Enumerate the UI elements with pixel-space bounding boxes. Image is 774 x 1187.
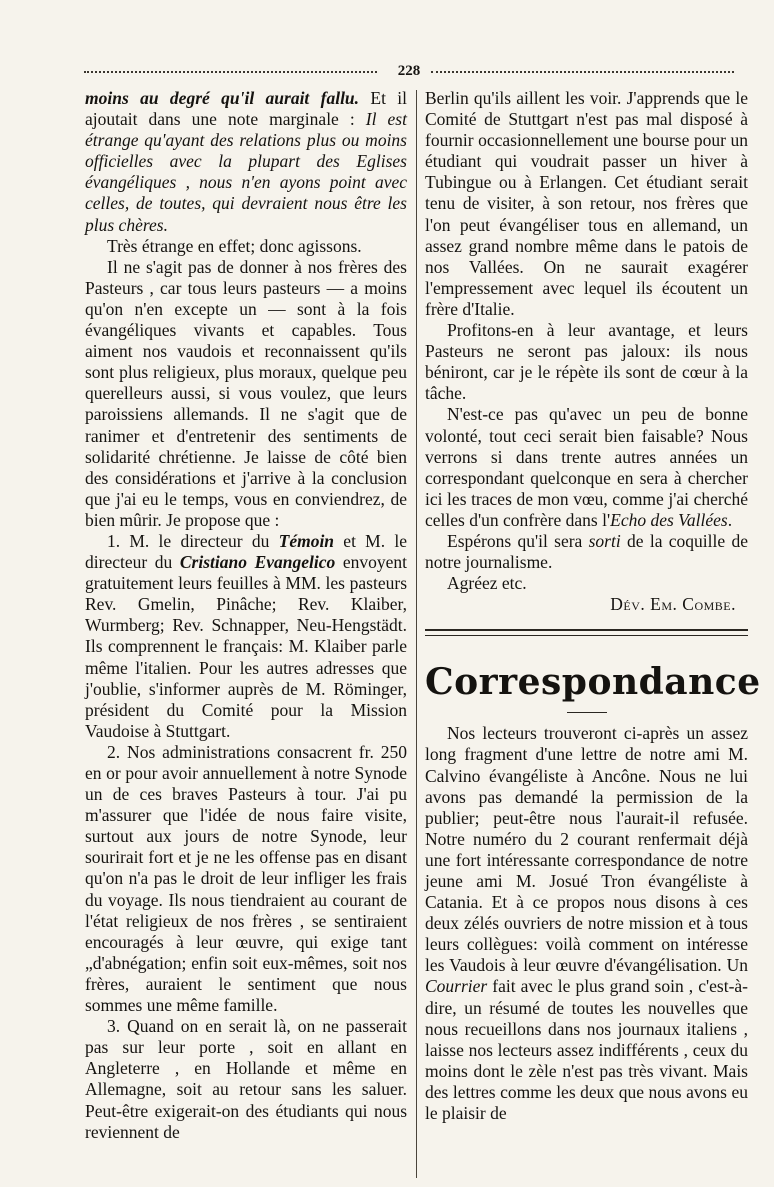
paragraph [85,236,407,257]
column-divider [416,90,417,1178]
signature: Dév. Em. Combe. [610,594,736,615]
text-run: de la coquille de notre journalisme. [425,530,748,573]
paragraph [425,531,748,573]
left-column [85,88,407,1143]
page-number: 228 [397,63,421,79]
text-run: Il ne s'agit pas de donner à nos frères des Pasteurs , car tous leurs pasteurs — a moins qu'on n'en excepte un — sont à la fois évangéliques vivants et capables. Tous aiment nos vaudois et reconnaissent qu'ils sont plus religieux, plus moraux, quelque peu querelleurs aussi, si vous voulez, que leurs paroissiens allemands. Il ne s'agit que de ranimer et d'entretenir des sentiments de solidarité chrétienne. Je laisse de côté bien des considérations et j'arrive à la conclusion que j'ai eu le temps, vous en conviendrez, de bien mûrir. Je propose que : [85,256,407,530]
paragraph [85,1016,407,1143]
text-run: Cristiano Evangelico [179,552,336,573]
text-run: fait avec le plus grand soin , c'est-à-dire, un résumé de toutes les nouvelles que nous recueillons dans nos journaux italiens , laisse nos lecteurs assez indifférents , ceux du moins dont le zèle n'est pas très vivant. Mais des lettres comme les deux que nous avons eu le plaisir de [425,976,748,1124]
paragraph [425,404,748,531]
right-column [425,88,761,1124]
text-run: Nos lecteurs trouveront ci-après un assez long fragment d'une lettre de notre ami M. Calvino évangéliste à Ancône. Nous ne lui avons pas demandé la permission de la publier; peut-être nous l'aurait-il refusée. Notre numéro du 2 courant renfermait déjà une fort intéressante correspondance de notre jeune ami M. Josué Tron évangéliste à Catania. Et à ce propos nous disons à ces deux zélés ouvriers de notre mission et à tous leurs collègues: voilà comment on intéresse les Vaudois à leur œuvre d'évangélisation. Un [425,723,748,976]
text-run: 2. Nos administrations consacrent fr. 250 en or pour avoir annuellement à notre Synode un de ces braves Pasteurs à tour. J'ai pu m'assurer que l'idée de nous faire visite, surtout aux jours de notre Synode, leur sourirait fort et je ne les offense pas en disant qu'on n'a pas le droit de leur infliger les frais du voyage. Ils nous tiendraient au courant de l'état religieux de nos frères , se sentiraient encouragés à leur œuvre, qui exige tant „d'abnégation; enfin soit eux-mêmes, soit nos frères, auraient le sentiment que nous sommes une même famille. [85,741,407,1016]
paragraph [425,88,748,320]
section-title: Correspondance [425,661,761,704]
section-separator [425,629,748,636]
text-run: Il est étrange qu'ayant des relations plus ou moins officielles avec la plupart des Eglises évangéliques , nous n'en ayons point avec celles, de toutes, qui devraient nous être les plus chères. [85,109,407,235]
text-run: Profitons-en à leur avantage, et leurs Pasteurs ne seront pas jaloux: ils nous béniront, car je le répète ils sont de cœur à la tâche. [425,320,748,404]
text-run: . [727,509,733,530]
text-run: Berlin qu'ils aillent les voir. J'apprends que le Comité de Stuttgart n'est pas mal disposé à fournir occasionnellement une bourse pour un étudiant qui voudrait passer un hiver à Tubingue ou à Erlangen. Cet étudiant serait tenu de visiter, à son retour, nos frères que l'on peut évangéliser tous en allemand, un assez grand nombre même dans le patois de nos Vallées. On ne saurait exagérer l'empressement avec lequel ils écoutent un frère d'Italie. [425,88,748,319]
header-rule-right [431,71,734,73]
title-underline [567,712,607,713]
text-run: Espérons qu'il sera [447,530,589,551]
text-run: moins au degré qu'il aurait fallu. [85,88,360,108]
paragraph [85,531,407,742]
paragraph [85,88,407,236]
text-run: Témoin [278,530,335,551]
page-header [84,62,734,80]
text-run: et M. le directeur du [85,530,407,573]
letter-continuation [425,88,748,594]
text-run: Echo des Vallées [610,509,728,530]
text-run: envoyent gratuitement leurs feuilles à MM. les pasteurs Rev. Gmelin, Pinâche; Rev. Klaiber, Wurmberg; Rev. Schnapper, Neu-Hengstädt. Ils comprennent le français: M. Klaiber parle même l'italien. Pour les autres adresses que j'oublie, s'informer auprès de M. Röminger, président du Comité pour la Mission Vaudoise à Stuttgart. [85,552,408,741]
paragraph [425,723,748,1124]
text-run: Courrier [425,976,488,997]
text-run: 1. M. le directeur du [107,530,279,551]
text-run: 3. Quand on en serait là, on ne passerait pas sur leur porte , soit en allant en Angleterre , en Hollande et même en Allemagne, soit au retour sans les saluer. Peut-être exigerait-on des étudiants qui nous reviennent de [85,1016,407,1142]
paragraph [425,320,748,404]
text-run: Très étrange en effet; donc agissons. [107,235,362,256]
paragraph [85,257,407,531]
text-run: sorti [588,530,621,551]
text-run: Et il ajoutait dans une note marginale : [85,88,408,130]
paragraph [425,573,748,594]
paragraph [85,742,407,1016]
correspondance-article [425,723,748,1124]
text-run: Agréez etc. [447,573,527,594]
text-run: N'est-ce pas qu'avec un peu de bonne volonté, tout ceci serait bien faisable? Nous verrons si dans trente autres années un correspondant quelconque en sera à chercher ici les traces de mon vœu, comme j'ai cherché celles d'un confrère dans l' [425,404,748,530]
